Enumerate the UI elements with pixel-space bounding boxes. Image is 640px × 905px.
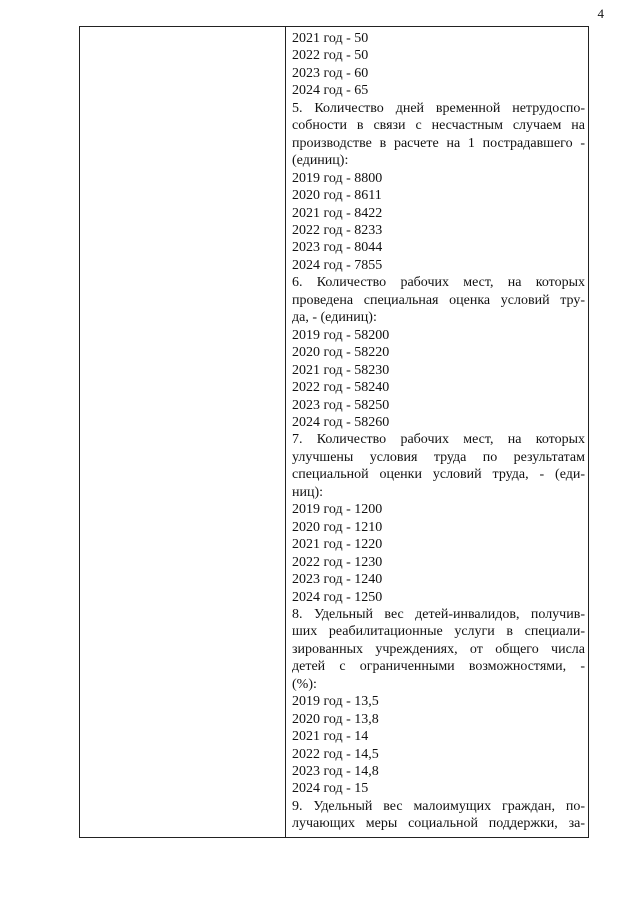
text-line: производстве в расчете на 1 пострадавшего - bbox=[292, 135, 585, 151]
text-line: 2020 год - 1210 bbox=[292, 519, 383, 535]
text-line: 2020 год - 13,8 bbox=[292, 711, 379, 727]
text-line: зированных учреждениях, от общего числа bbox=[292, 641, 585, 657]
table-left-column bbox=[80, 27, 286, 837]
text-line: проведена специальная оценка условий тру- bbox=[292, 292, 585, 308]
text-line: 2021 год - 58230 bbox=[292, 362, 390, 378]
text-line: (единиц): bbox=[292, 153, 349, 169]
text-line: да, - (единиц): bbox=[292, 310, 377, 326]
text-line: 2019 год - 58200 bbox=[292, 327, 390, 343]
text-line: 2021 год - 14 bbox=[292, 729, 369, 745]
text-line: 6. Количество рабочих мест, на которых bbox=[292, 275, 585, 291]
text-line: 2019 год - 13,5 bbox=[292, 694, 379, 710]
text-line: лучающих меры социальной поддержки, за- bbox=[292, 816, 585, 832]
document-table bbox=[79, 26, 589, 838]
text-line: 2024 год - 15 bbox=[292, 781, 369, 797]
text-line: (%): bbox=[292, 676, 317, 692]
text-line: 2022 год - 8233 bbox=[292, 222, 383, 238]
text-line: 8. Удельный вес детей-инвалидов, получив- bbox=[292, 606, 585, 622]
text-line: 2024 год - 7855 bbox=[292, 257, 383, 273]
text-line: 5. Количество дней временной нетрудоспо- bbox=[292, 100, 585, 116]
text-line: 2022 год - 1230 bbox=[292, 554, 383, 570]
text-line: 2021 год - 1220 bbox=[292, 537, 383, 553]
text-line: 2024 год - 65 bbox=[292, 83, 369, 99]
text-line: 2024 год - 58260 bbox=[292, 414, 390, 430]
text-line: 9. Удельный вес малоимущих граждан, по- bbox=[292, 798, 585, 814]
text-line: 2020 год - 58220 bbox=[292, 345, 390, 361]
text-line: 2019 год - 1200 bbox=[292, 502, 383, 518]
text-line: 2020 год - 8611 bbox=[292, 188, 382, 204]
text-line: 2023 год - 1240 bbox=[292, 572, 383, 588]
text-line: собности в связи с несчастным случаем на bbox=[292, 118, 585, 134]
text-line: 2022 год - 50 bbox=[292, 48, 369, 64]
text-line: специальной оценки условий труда, - (еди- bbox=[292, 467, 585, 483]
text-line: 2021 год - 8422 bbox=[292, 205, 383, 221]
text-line: 2023 год - 8044 bbox=[292, 240, 383, 256]
page-number: 4 bbox=[597, 6, 604, 21]
table-right-column bbox=[287, 27, 588, 833]
text-line: 2019 год - 8800 bbox=[292, 170, 383, 186]
text-line: 2022 год - 58240 bbox=[292, 380, 390, 396]
text-line: 7. Количество рабочих мест, на которых bbox=[292, 432, 585, 448]
text-line: 2023 год - 14,8 bbox=[292, 764, 379, 780]
text-line: 2021 год - 50 bbox=[292, 31, 369, 46]
text-line: 2024 год - 1250 bbox=[292, 589, 383, 605]
text-line: ниц): bbox=[292, 484, 324, 500]
text-line: 2022 год - 14,5 bbox=[292, 746, 379, 762]
text-line: улучшены условия труда по результатам bbox=[292, 449, 585, 465]
text-line: детей с ограниченными возможностями, - bbox=[292, 659, 585, 675]
text-line: 2023 год - 60 bbox=[292, 65, 369, 81]
text-line: ших реабилитационные услуги в специали- bbox=[292, 624, 585, 640]
text-line: 2023 год - 58250 bbox=[292, 397, 390, 413]
